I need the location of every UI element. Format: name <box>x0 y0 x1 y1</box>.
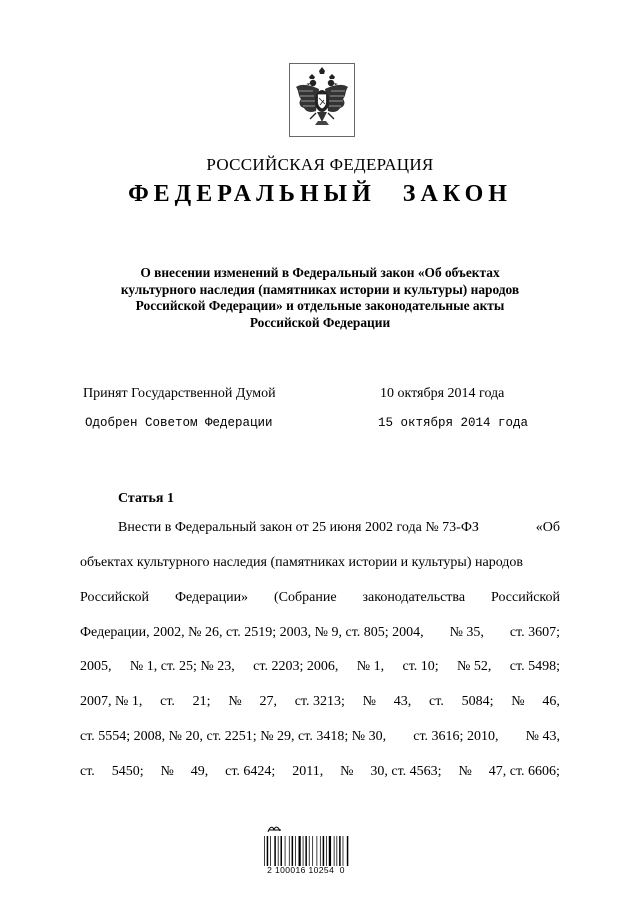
article-text-segment: 2005, <box>80 659 112 674</box>
barcode-bar <box>317 836 318 866</box>
article-text-segment: Федерации, 2002, № 26, ст. 2519; 2003, № 9, ст. 805; 2004, <box>80 625 424 640</box>
barcode-bar <box>292 836 294 866</box>
article-text-line <box>118 520 560 536</box>
barcode-bar <box>339 836 341 866</box>
article-text-segment: законодательства <box>362 590 466 605</box>
coat-of-arms-emblem <box>289 63 355 137</box>
barcode-bar <box>336 836 337 866</box>
article-text-line <box>80 764 560 780</box>
article-text-segment: № 35, <box>449 625 484 640</box>
barcode-bar <box>285 836 286 866</box>
article-text-segment: ст. 5498; <box>509 659 560 674</box>
document-type-heading: ФЕДЕРАЛЬНЫЙ ЗАКОН <box>128 181 512 207</box>
barcode-bar <box>320 836 321 866</box>
law-title-line: Российской Федерации <box>249 314 391 330</box>
barcode-bar <box>303 836 304 866</box>
article-text-segment: ст. 3616; 2010, <box>413 729 499 744</box>
barcode-bar <box>289 836 290 866</box>
article-text-segment: № 52, <box>457 659 492 674</box>
article-text-segment: ст. <box>80 764 95 779</box>
article-text-segment: № <box>160 764 174 779</box>
barcode-bar <box>267 836 269 866</box>
article-text-segment: 2011, <box>292 764 324 779</box>
article-text-segment: 30, ст. 4563; <box>370 764 442 779</box>
barcode-bar <box>309 836 310 866</box>
article-text-segment: № <box>228 694 242 709</box>
article-text-segment: ст. 2203; 2006, <box>253 659 339 674</box>
article-text-segment: ст. <box>429 694 444 709</box>
article-heading: Статья 1 <box>118 491 174 506</box>
barcode-bar <box>295 836 296 866</box>
article-text-segment: ст. 10; <box>402 659 439 674</box>
barcode-bar <box>299 836 301 866</box>
article-text-segment: Федерации» <box>174 590 249 605</box>
article-text-segment: объектах культурного наследия (памятниках истории и культуры) народов <box>80 555 524 570</box>
law-title-line: Российской Федерации» и отдельные законодательные акты <box>135 298 505 313</box>
article-text-segment: 46, <box>542 694 560 709</box>
article-text-segment: ст. 3607; <box>509 625 560 640</box>
barcode-bar <box>264 836 265 866</box>
article-text-segment: 27, <box>259 694 277 709</box>
barcode-bar <box>305 836 307 866</box>
article-text-segment: Внести в Федеральный закон от 25 июня 2002 года № 73-ФЗ <box>118 520 479 535</box>
adopted-date: 10 октября 2014 года <box>380 386 505 401</box>
article-text-line <box>80 590 560 606</box>
country-name: РОССИЙСКАЯ ФЕДЕРАЦИЯ <box>206 155 434 174</box>
barcode-bar <box>334 836 335 866</box>
article-text-line <box>80 729 560 745</box>
article-text-segment: № <box>340 764 354 779</box>
approved-date: 15 октября 2014 года <box>378 416 529 430</box>
registration-mark <box>266 824 286 834</box>
barcode-bars <box>264 836 350 866</box>
article-text-segment: № 43, <box>525 729 560 744</box>
article-text-segment: ст. 3213; <box>294 694 345 709</box>
article-text-segment: 21; <box>192 694 211 709</box>
article-text-segment: ст. 6424; <box>225 764 276 779</box>
barcode-bar <box>274 836 276 866</box>
adopted-label: Принят Государственной Думой <box>83 386 276 401</box>
article-text-segment: 2007, № 1, <box>80 694 143 709</box>
article-text-line <box>80 555 560 571</box>
article-text-segment: ст. <box>160 694 175 709</box>
article-text-line <box>80 694 560 710</box>
article-text-segment: Российской <box>491 590 560 605</box>
barcode-bar <box>281 836 283 866</box>
barcode-bar <box>326 836 327 866</box>
law-title <box>60 265 580 331</box>
article-text-segment: № <box>511 694 525 709</box>
barcode-bar <box>323 836 325 866</box>
article-text-segment: ст. 5554; 2008, № 20, ст. 2251; № 29, ст. 3418; № 30, <box>80 729 387 744</box>
article-text-segment: Российской <box>80 590 149 605</box>
article-text-line <box>80 659 560 675</box>
article-text-segment: «Об <box>535 520 560 535</box>
document-barcode <box>258 824 354 880</box>
barcode-bar <box>270 836 271 866</box>
article-text-segment: 5084; <box>461 694 494 709</box>
article-text-segment: 5450; <box>111 764 144 779</box>
law-title-line: культурного наследия (памятниках истории и культуры) народов <box>120 281 520 297</box>
article-text-segment: 47, ст. 6606; <box>488 764 560 779</box>
article-text-segment: (Собрание <box>274 590 337 605</box>
article-text-line <box>80 625 560 641</box>
barcode-bar <box>278 836 279 866</box>
barcode-bar <box>312 836 313 866</box>
article-text-segment: 49, <box>190 764 209 779</box>
article-text-segment: 43, <box>393 694 412 709</box>
article-text-segment: № 1, <box>356 659 385 674</box>
barcode-bar <box>343 836 344 866</box>
article-text-segment: № <box>458 764 472 779</box>
approved-label: Одобрен Советом Федерации <box>85 416 273 430</box>
barcode-bar <box>347 836 349 866</box>
law-title-line: О внесении изменений в Федеральный закон «Об объектах <box>140 265 500 280</box>
barcode-bar <box>329 836 331 866</box>
double-headed-eagle-icon <box>289 63 355 137</box>
article-text-segment: № <box>362 694 377 709</box>
barcode-number: 2 100016 10254 0 <box>267 865 345 875</box>
article-text-segment: № 1, ст. 25; № 23, <box>129 659 235 674</box>
